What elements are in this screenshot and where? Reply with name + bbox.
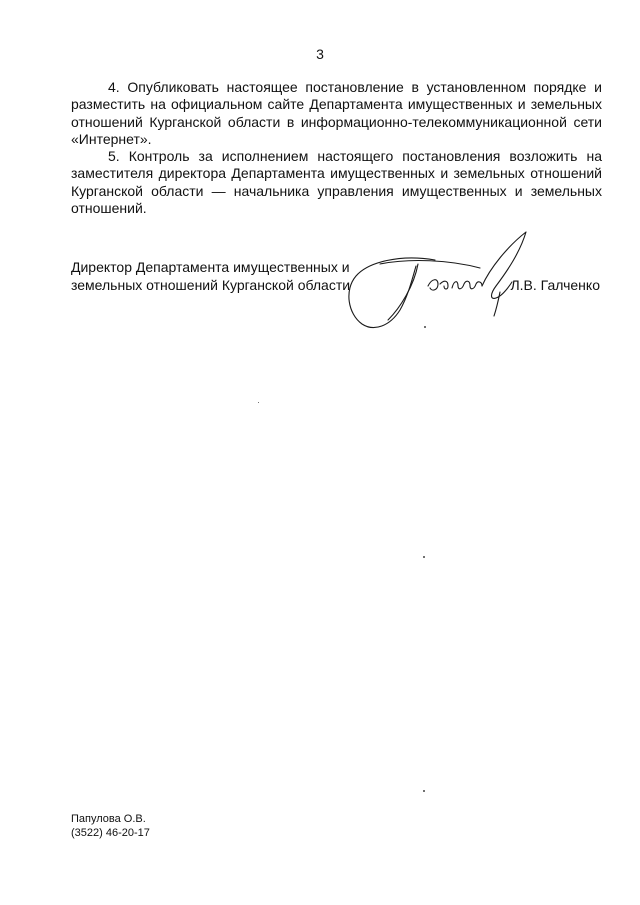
scan-speck — [424, 326, 426, 328]
paragraph-4: 4. Опубликовать настоящее постановление в установленном порядке и разместить на официальном сайте Департамента имущественных и земельных отношений Курганской области в информационно-телекоммуникационной сети «Интернет». — [71, 79, 602, 147]
page-number: 3 — [316, 46, 324, 62]
scan-speck — [423, 556, 425, 558]
paragraph-5: 5. Контроль за исполнением настоящего постановления возложить на заместителя директора Департамента имущественных и земельных отношений Курганской области — начальника управления имущественных и земельных отношений. — [71, 148, 602, 217]
signatory-title-line1: Директор Департамента имущественных и — [71, 259, 350, 275]
executor-phone: (3522) 46-20-17 — [71, 827, 150, 839]
scan-speck — [258, 402, 259, 403]
executor-contact — [71, 812, 150, 840]
handwritten-signature — [340, 228, 540, 343]
signatory-title — [71, 258, 350, 294]
scan-speck — [423, 790, 425, 792]
signatory-name: Л.В. Галченко — [510, 277, 600, 293]
executor-name: Папулова О.В. — [71, 813, 146, 825]
document-body — [71, 79, 602, 217]
signatory-title-line2: земельных отношений Курганской области — [71, 277, 351, 293]
